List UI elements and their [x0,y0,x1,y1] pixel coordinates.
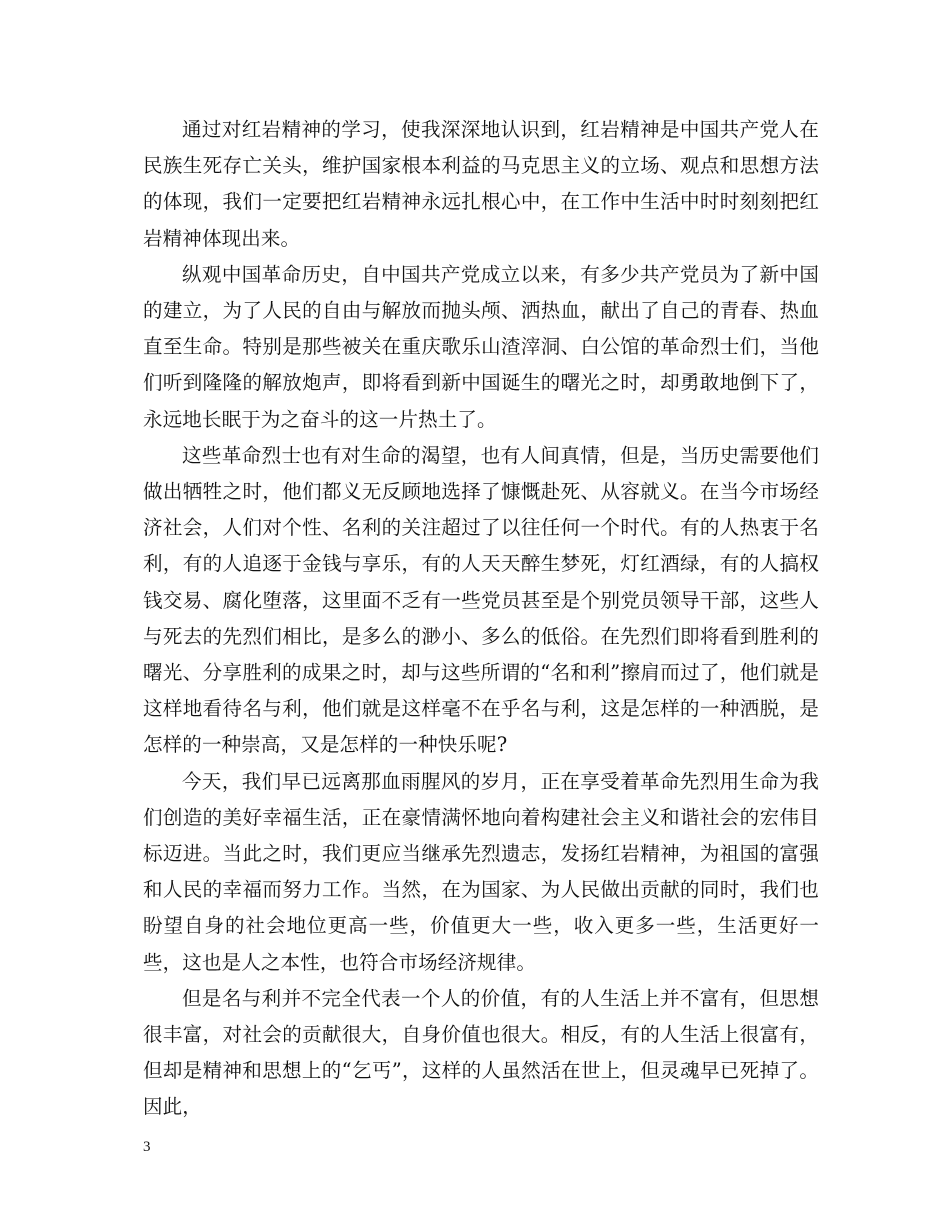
paragraph: 这些革命烈士也有对生命的渴望，也有人间真情，但是，当历史需要他们做出牺牲之时，他们都义无反顾地选择了慷慨赴死、从容就义。在当今市场经济社会，人们对个性、名利的关注超过了以往任何一个时代。有的人热衷于名利，有的人追逐于金钱与享乐，有的人天天醉生梦死，灯红酒绿，有的人搞权钱交易、腐化堕落，这里面不乏有一些党员甚至是个别党员领导干部，这些人与死去的先烈们相比，是多么的渺小、多么的低俗。在先烈们即将看到胜利的曙光、分享胜利的成果之时，却与这些所谓的“名和利”擦肩而过了，他们就是这样地看待名与利，他们就是这样毫不在乎名与利，这是怎样的一种洒脱，是怎样的一种崇高，又是怎样的一种快乐呢? [143,443,819,757]
document-body [143,112,819,1126]
page-number: 3 [143,1139,151,1155]
paragraph: 但是名与利并不完全代表一个人的价值，有的人生活上并不富有，但思想很丰富，对社会的贡献很大，自身价值也很大。相反，有的人生活上很富有，但却是精神和思想上的“乞丐”，这样的人虽然活在世上，但灵魂早已死掉了。因此， [143,986,819,1119]
paragraph: 纵观中国革命历史，自中国共产党成立以来，有多少共产党员为了新中国的建立，为了人民的自由与解放而抛头颅、洒热血，献出了自己的青春、热血直至生命。特别是那些被关在重庆歌乐山渣滓洞、白公馆的革命烈士们，当他们听到隆隆的解放炮声，即将看到新中国诞生的曙光之时，却勇敢地倒下了，永远地长眠于为之奋斗的这一片热土了。 [143,262,819,431]
paragraph: 今天，我们早已远离那血雨腥风的岁月，正在享受着革命先烈用生命为我们创造的美好幸福生活，正在豪情满怀地向着构建社会主义和谐社会的宏伟目标迈进。当此之时，我们更应当继承先烈遗志，发扬红岩精神，为祖国的富强和人民的幸福而努力工作。当然，在为国家、为人民做出贡献的同时，我们也盼望自身的社会地位更高一些，价值更大一些，收入更多一些，生活更好一些，这也是人之本性，也符合市场经济规律。 [143,769,819,974]
paragraph: 通过对红岩精神的学习，使我深深地认识到，红岩精神是中国共产党人在民族生死存亡关头，维护国家根本利益的马克思主义的立场、观点和思想方法的体现，我们一定要把红岩精神永远扎根心中，在工作中生活中时时刻刻把红岩精神体现出来。 [143,118,819,250]
